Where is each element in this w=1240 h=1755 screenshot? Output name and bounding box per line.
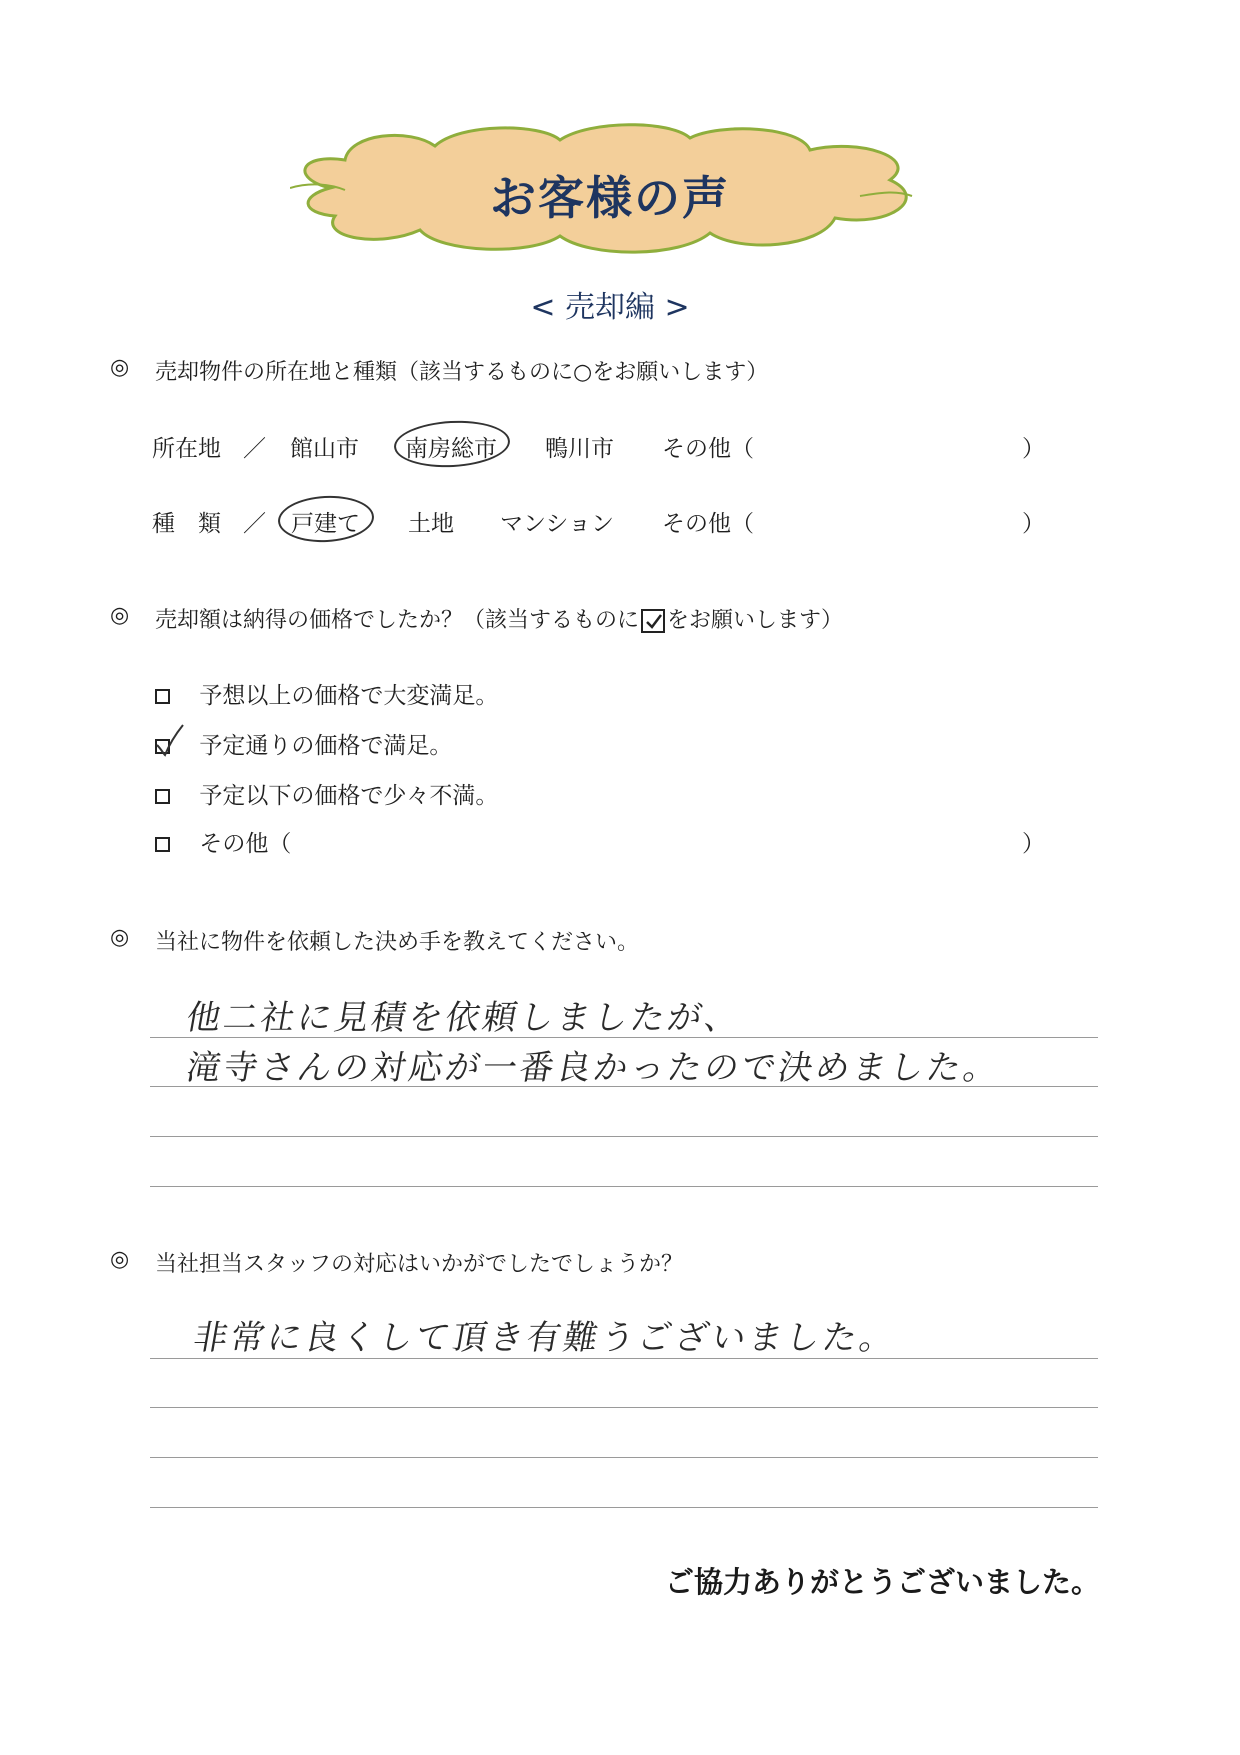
checkbox-4[interactable] — [155, 837, 170, 852]
q3-mark: ◎ — [110, 925, 130, 950]
location-option-tateyama: 館山市 — [290, 436, 359, 462]
q2-option-label-2: 予定通りの価格で満足。 — [199, 733, 453, 759]
location-close-paren: ） — [1022, 436, 1045, 462]
q2-option-label-3: 予定以下の価格で少々不満。 — [199, 783, 499, 809]
q2-close-paren: ） — [1022, 831, 1045, 857]
q1-question: 売却物件の所在地と種類（該当するものに○をお願いします） — [155, 360, 769, 385]
location-option-other: その他（ — [662, 436, 754, 462]
location-option-kamogawa: 鴨川市 — [545, 436, 614, 462]
checkbox-sample-icon — [641, 609, 665, 633]
checkbox-2[interactable] — [155, 739, 170, 754]
q2-option-label-4: その他（ — [199, 831, 292, 857]
q4-rule-1 — [150, 1358, 1098, 1359]
q3-question: 当社に物件を依頼した決め手を教えてください。 — [155, 930, 640, 955]
q4-question: 当社担当スタッフの対応はいかがでしたでしょうか？ — [155, 1252, 684, 1277]
q2-mark: ◎ — [110, 603, 130, 628]
q3-answer-line-1: 他二社に見積を依頼しましたが、 — [183, 998, 746, 1038]
q3-answer-line-2: 滝寺さんの対応が一番良かったので決めました。 — [183, 1048, 1005, 1088]
type-option-mansion: マンション — [500, 511, 614, 537]
type-close-paren: ） — [1022, 511, 1045, 537]
q2-option-1 — [155, 677, 498, 710]
q2-option-2 — [155, 727, 452, 760]
location-label: 所在地 — [152, 436, 221, 462]
type-option-detached: 戸建て — [291, 511, 360, 537]
q4-rule-4 — [150, 1507, 1098, 1508]
type-option-land: 土地 — [408, 511, 454, 537]
location-slash: ／ — [243, 436, 266, 462]
q1-mark: ◎ — [110, 355, 130, 380]
page-title: お客様の声 — [490, 171, 730, 225]
q4-rule-2 — [150, 1407, 1098, 1408]
location-option-minamiboso: 南房総市 — [405, 436, 497, 462]
checkbox-3[interactable] — [155, 789, 170, 804]
type-slash: ／ — [243, 511, 266, 537]
q2-option-3 — [155, 777, 498, 810]
type-option-other: その他（ — [662, 511, 754, 537]
q4-mark: ◎ — [110, 1247, 130, 1272]
q3-rule-2 — [150, 1086, 1098, 1087]
q2-question-line — [155, 603, 843, 634]
checkbox-1[interactable] — [155, 689, 170, 704]
q3-rule-4 — [150, 1186, 1098, 1187]
q2-option-4 — [155, 825, 291, 858]
q2-option-label-1: 予想以上の価格で大変満足。 — [199, 683, 499, 709]
q4-rule-3 — [150, 1457, 1098, 1458]
q2-question-after: をお願いします） — [667, 608, 844, 633]
q3-rule-3 — [150, 1136, 1098, 1137]
q3-rule-1 — [150, 1037, 1098, 1038]
thanks-message: ご協力ありがとうございました。 — [665, 1565, 1101, 1599]
type-label: 種 類 — [152, 511, 221, 537]
q4-answer-line-1: 非常に良くして頂き有難うございました。 — [190, 1318, 901, 1358]
q2-question-before: 売却額は納得の価格でしたか？（該当するものに — [155, 608, 640, 633]
page-subtitle: < 売却編 > — [530, 290, 690, 325]
